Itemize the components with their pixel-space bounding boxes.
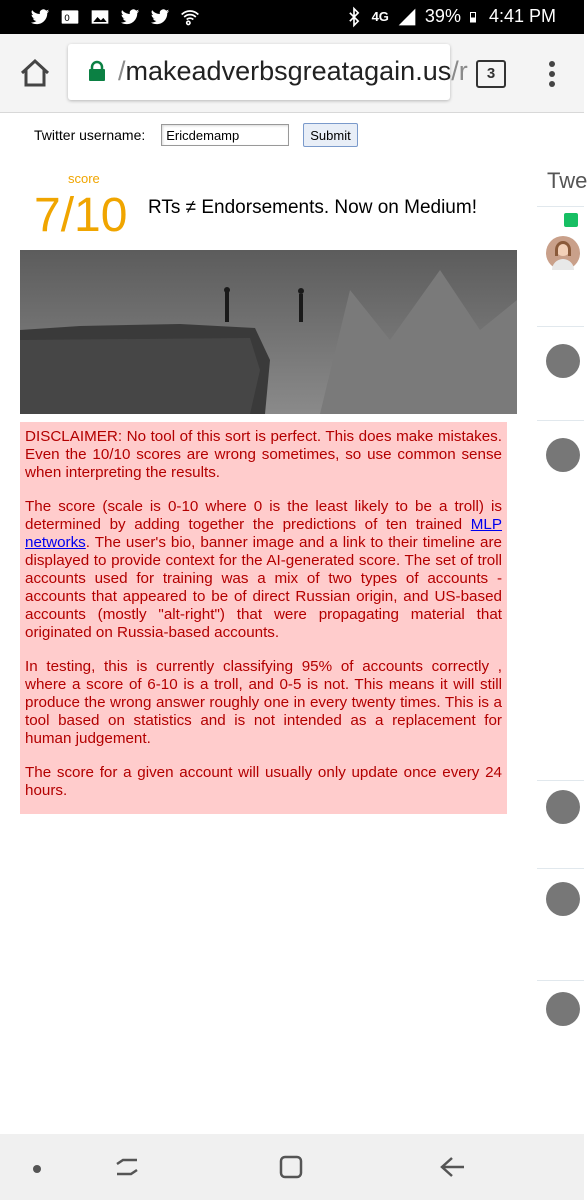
username-label: Twitter username: — [34, 127, 146, 143]
divider — [537, 206, 584, 207]
banner-illustration — [20, 250, 517, 414]
svg-text:0: 0 — [64, 13, 70, 25]
status-bar — [0, 0, 584, 34]
score-value: 7/10 — [34, 189, 128, 242]
submit-button[interactable]: Submit — [303, 123, 357, 147]
clock: 4:41 PM — [488, 6, 556, 26]
network-type: 4G — [371, 9, 389, 24]
system-status — [344, 6, 556, 27]
twitter-icon — [30, 7, 50, 27]
bluetooth-icon — [344, 7, 364, 27]
profile-banner-image — [20, 250, 517, 414]
home-icon[interactable] — [18, 56, 52, 90]
avatar[interactable] — [546, 236, 580, 270]
avatar[interactable] — [546, 344, 580, 378]
divider — [537, 420, 584, 421]
lock-icon — [88, 61, 106, 81]
twitter-icon — [120, 7, 140, 27]
notification-icons — [30, 7, 200, 27]
username-input[interactable] — [161, 124, 289, 146]
disclaimer-box — [20, 422, 507, 814]
avatar[interactable] — [546, 790, 580, 824]
signal-icon — [397, 7, 417, 27]
battery-percent: 39% — [424, 6, 461, 26]
user-bio: RTs ≠ Endorsements. Now on Medium! — [148, 197, 477, 218]
retweet-icon — [564, 213, 578, 227]
tab-switcher-button[interactable]: 3 — [476, 60, 506, 88]
assistant-dot-icon[interactable] — [22, 1152, 52, 1182]
navigation-bar — [0, 1134, 584, 1200]
divider — [537, 868, 584, 869]
battery-icon — [469, 7, 481, 27]
score-label: score — [68, 171, 100, 186]
back-icon[interactable] — [438, 1152, 468, 1182]
home-button-icon[interactable] — [276, 1152, 306, 1182]
avatar[interactable] — [546, 438, 580, 472]
more-menu-icon[interactable] — [540, 56, 564, 92]
divider — [537, 780, 584, 781]
avatar[interactable] — [546, 992, 580, 1026]
outlook-icon — [60, 7, 80, 27]
browser-toolbar — [0, 34, 584, 113]
address-bar[interactable] — [68, 44, 468, 100]
mlp-networks-link[interactable]: MLP networks — [25, 516, 502, 551]
username-form — [34, 122, 358, 148]
timeline-title: Twe — [547, 168, 587, 193]
disclaimer-paragraph: The score for a given account will usually only update once every 24 hours. — [25, 764, 502, 799]
wifi-icon — [180, 7, 200, 27]
disclaimer-paragraph: The score (scale is 0-10 where 0 is the least likely to be a troll) is determined by adding together the predictions of ten trained MLP networks. The user's bio, banner image and a link to their timeline are displayed to provide context for the AI-generated score. The set of troll accounts used for training was a mix of two types of accounts - accounts that appeared to be of direct Russian origin, and US-based accounts (mostly "alt-right") that were propagating material that originated on Russia-based accounts. — [25, 498, 502, 641]
disclaimer-paragraph: DISCLAIMER: No tool of this sort is perfect. This does make mistakes. Even the 10/10 scores are wrong sometimes, so use common sense when interpreting the results. — [25, 428, 502, 481]
url-text: /makeadverbsgreatagain.us/r — [118, 56, 468, 86]
disclaimer-paragraph: In testing, this is currently classifying 95% of accounts correctly , where a score of 6-10 is a troll, and 0-5 is not. This means it will still produce the wrong answer roughly one in every twenty times. This is a tool based on statistics and is not intended as a replacement for human judgement. — [25, 658, 502, 747]
twitter-icon — [150, 7, 170, 27]
recent-apps-icon[interactable] — [112, 1152, 142, 1182]
image-icon — [90, 7, 110, 27]
avatar[interactable] — [546, 882, 580, 916]
divider — [537, 326, 584, 327]
divider — [537, 980, 584, 981]
